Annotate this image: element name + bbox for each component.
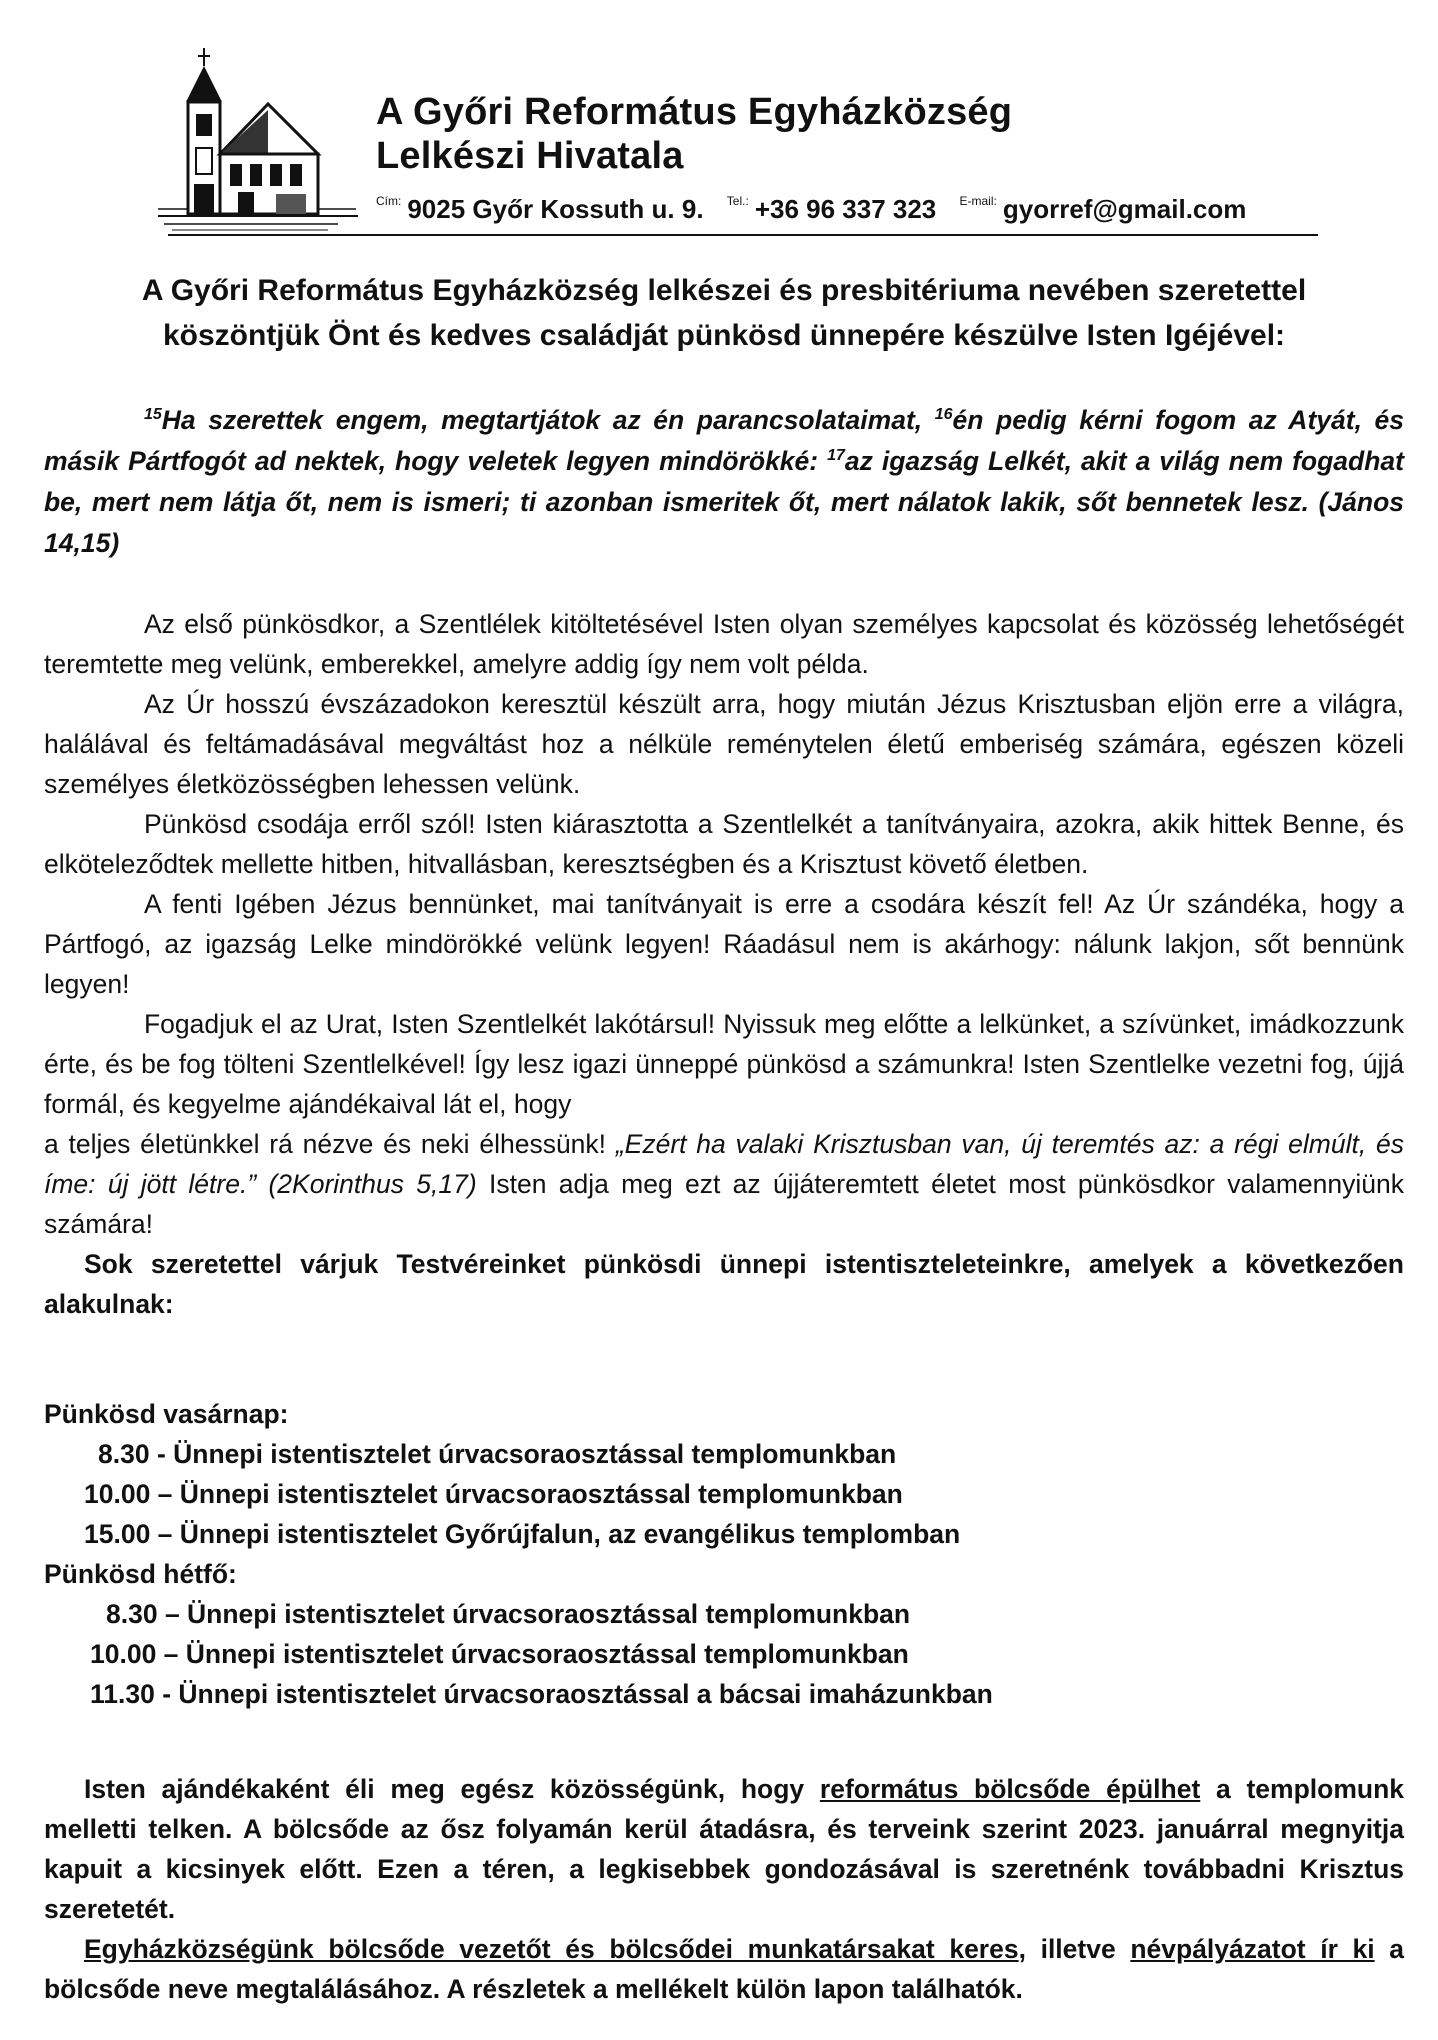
service-item: 8.30 – Ünnepi istentisztelet úrvacsoraosztással templomunkban	[106, 1599, 911, 1629]
service-item: 8.30 - Ünnepi istentisztelet úrvacsoraosztással templomunkban	[98, 1439, 897, 1469]
contact-line	[376, 194, 1262, 225]
verse-text: én pedig kérni fogom az Atyát, és másik Pártfogót ad nektek, hogy veletek legyen mindörökké:	[44, 405, 1404, 476]
paragraph: Az Úr hosszú évszázadokon keresztül készült arra, hogy miután Jézus Krisztusban eljön erre a világra, halálával és feltámadásával megváltást hoz a nélküle reménytelen életű emberiség számára, egészen közeli személyes életközösségben lehessen velünk.	[44, 689, 1404, 799]
service-item: 11.30 - Ünnepi istentisztelet úrvacsoraosztással a bácsai imaházunkban	[90, 1679, 993, 1709]
underlined-text: névpályázatot ír ki	[1130, 1934, 1375, 1964]
paragraph-text: a teljes életünkkel rá nézve és neki élhessünk!	[44, 1129, 616, 1159]
service-item: 15.00 – Ünnepi istentisztelet Győrújfalun, az evangélikus templomban	[84, 1519, 961, 1549]
job-announcement	[44, 1929, 1404, 2009]
service-schedule	[44, 1394, 1404, 1714]
invitation: Sok szeretettel várjuk Testvéreinket pünkösdi ünnepi istentiszteleteinkre, amelyek a következően alakulnak:	[44, 1249, 1404, 1319]
email: gyorref@gmail.com	[1002, 194, 1247, 224]
verse-number: 16	[934, 406, 953, 424]
address: 9025 Győr Kossuth u. 9.	[407, 194, 704, 224]
org-name-line1: A Győri Református Egyházközség	[376, 91, 1013, 133]
church-icon	[158, 44, 358, 236]
paragraph: Az első pünkösdkor, a Szentlélek kitöltetésével Isten olyan személyes kapcsolat és közösség lehetőségét teremtette meg velünk, emberekkel, amelyre addig így nem volt példa.	[44, 609, 1404, 679]
paragraph-text: Isten ajándékaként éli meg egész közösségünk, hogy	[84, 1774, 820, 1804]
headline: A Győri Református Egyházközség lelkészei és presbitériuma nevében szeretettel köszöntjük Önt és kedves családját pünkösd ünnepére készülve Isten Igéjével:	[141, 274, 1307, 352]
paragraph-text: a templomunk melletti telken. A bölcsőde az ősz folyamán kerül átadásra, és terveink szerint 2023. januárral megnyitja kapuit a kicsinyek előtt. Ezen a téren, a legkisebbek gondozásával is szeretnénk továbbadni Krisztus szeretetét.	[44, 1774, 1404, 1924]
paragraph-text: , illetve	[1018, 1934, 1131, 1964]
paragraph	[44, 1124, 1404, 1244]
bible-quote: „Ezért ha valaki Krisztusban van, új teremtés az: a régi elmúlt, és íme: új jött létre.” (2Korinthus 5,17)	[44, 1129, 1404, 1199]
service-item: 10.00 – Ünnepi istentisztelet úrvacsoraosztással templomunkban	[90, 1639, 909, 1669]
bible-verse	[44, 400, 1404, 564]
paragraph: Fogadjuk el az Urat, Isten Szentlelkét lakótársul! Nyissuk meg előtte a lelkünket, a szívünket, imádkozzunk érte, és be fog tölteni Szentlelkével! Így lesz igazi ünneppé pünkösd a számunkra! Isten Szentlelke vezetni fog, újjá formál, és kegyelme ajándékaival lát el, hogy	[44, 1009, 1404, 1119]
paragraph: Pünkösd csodája erről szól! Isten kiárasztotta a Szentlelkét a tanítványaira, azokra, akik hittek Benne, és elköteleződtek mellette hitben, hitvallásban, keresztségben és a Krisztust követő életben.	[44, 809, 1404, 879]
verse-number: 17	[827, 447, 845, 465]
paragraph: A fenti Igében Jézus bennünket, mai tanítványait is erre a csodára készít fel! Az Úr szándéka, hogy a Pártfogó, az igazság Lelke mindörökké velünk legyen! Ráadásul nem is akárhogy: nálunk lakjon, sőt bennünk legyen!	[44, 889, 1404, 999]
verse-text: Ha szerettek engem, megtartjátok az én parancsolataimat,	[161, 405, 935, 435]
nursery-announcement	[44, 1769, 1404, 1929]
closing-section	[44, 1769, 1404, 2009]
underlined-text: református bölcsőde épülhet	[819, 1774, 1201, 1804]
underlined-text: Egyházközségünk bölcsőde vezetőt és bölcsődei munkatársakat keres	[84, 1934, 1019, 1964]
letterhead	[158, 44, 1323, 240]
letter-body	[44, 268, 1404, 2009]
letterhead-rule	[168, 234, 1318, 236]
schedule-day-title: Pünkösd vasárnap:	[44, 1399, 289, 1429]
org-name-line2: Lelkészi Hivatala	[376, 135, 684, 177]
schedule-day-title: Pünkösd hétfő:	[44, 1559, 237, 1589]
verse-number: 15	[144, 406, 162, 424]
phone-label: Tel.:	[726, 194, 749, 208]
paragraph-text: Isten adja meg ezt az újjáteremtett életet most pünkösdkor valamennyiünk számára!	[44, 1169, 1404, 1239]
address-label: Cím:	[376, 194, 402, 208]
paragraph-text: a bölcsőde neve megtalálásához. A részletek a mellékelt külön lapon találhatók.	[44, 1934, 1404, 2004]
service-item: 10.00 – Ünnepi istentisztelet úrvacsoraosztással templomunkban	[84, 1479, 903, 1509]
verse-text: az igazság Lelkét, akit a világ nem fogadhat be, mert nem látja őt, nem is ismeri; ti azonban ismeritek őt, mert nálatok lakik, sőt bennetek lesz. (János 14,15)	[44, 446, 1404, 558]
phone: +36 96 337 323	[754, 194, 937, 224]
email-label: E-mail:	[959, 194, 997, 208]
org-name	[376, 90, 1012, 178]
